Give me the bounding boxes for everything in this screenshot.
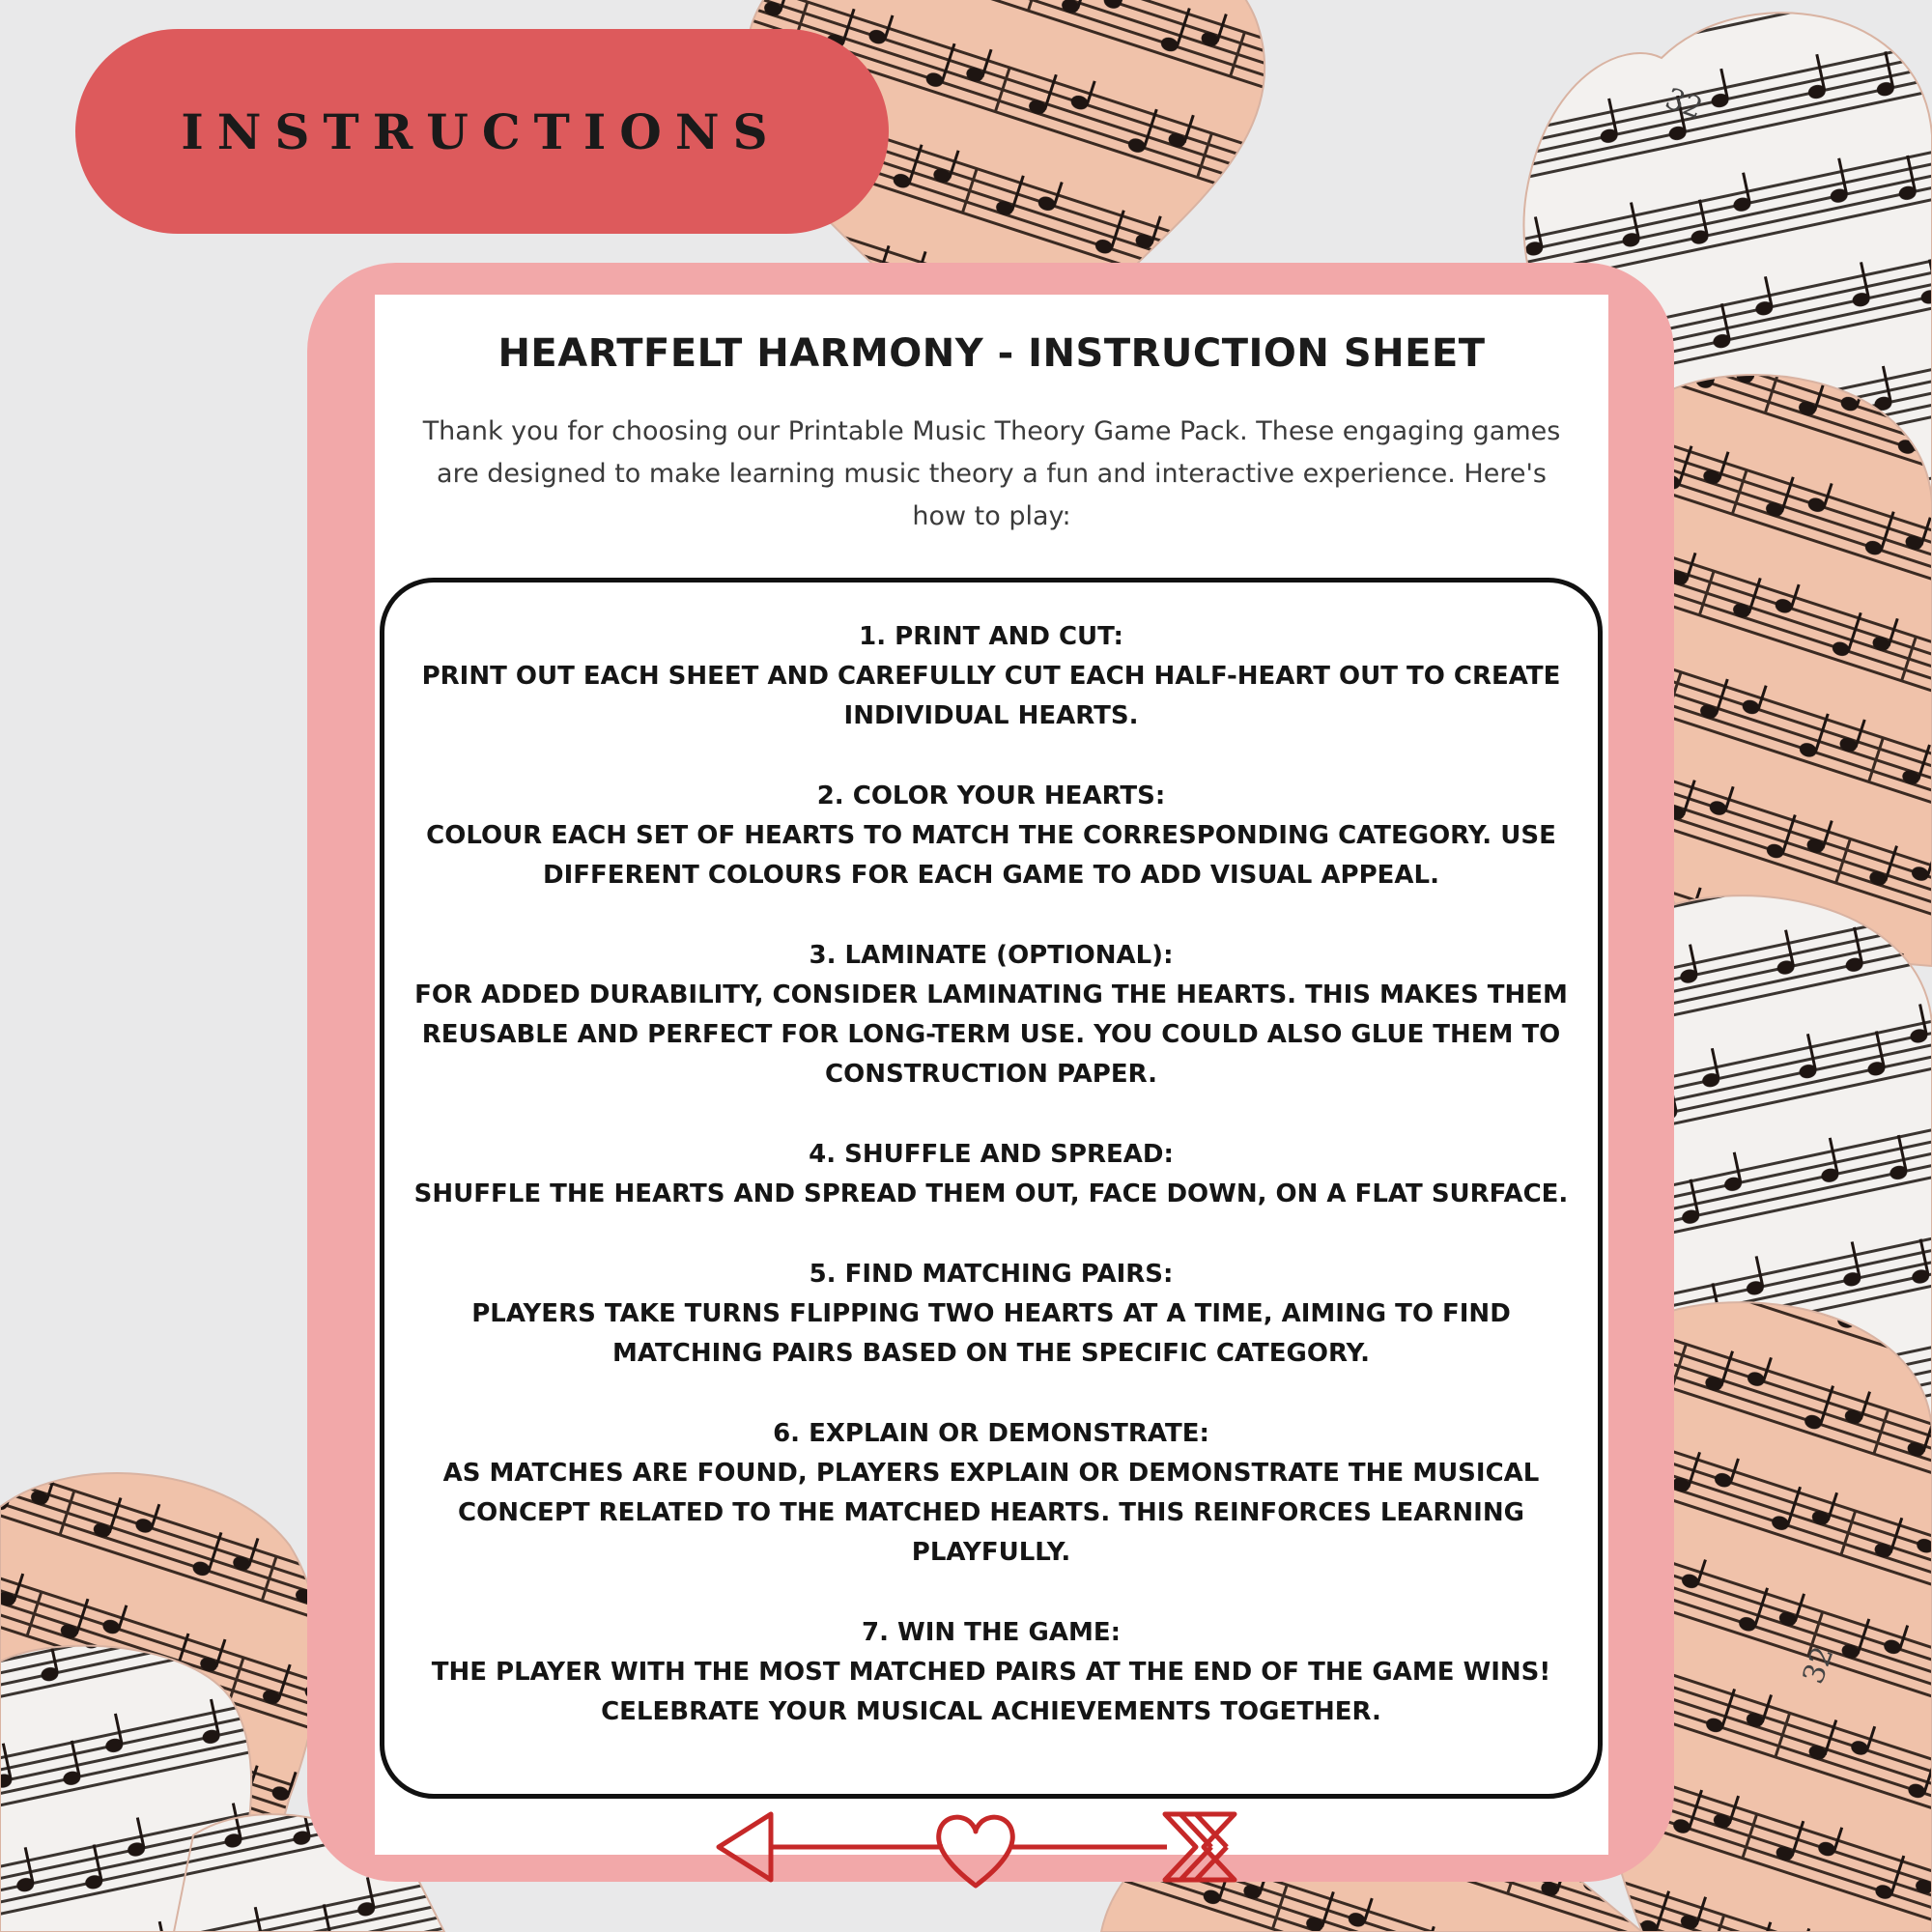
background-page-number: 32 bbox=[1661, 81, 1708, 127]
step-body: SHUFFLE THE HEARTS AND SPREAD THEM OUT, FACE DOWN, ON A FLAT SURFACE. bbox=[413, 1179, 1569, 1208]
step-item bbox=[413, 1255, 1569, 1374]
step-heading: 4. SHUFFLE AND SPREAD: bbox=[809, 1140, 1174, 1169]
step-body: PRINT OUT EACH SHEET AND CAREFULLY CUT EACH HALF-HEART OUT TO CREATE INDIVIDUAL HEARTS. bbox=[421, 662, 1561, 730]
step-body: COLOUR EACH SET OF HEARTS TO MATCH THE CORRESPONDING CATEGORY. USE DIFFERENT COLOURS FOR EACH GAME TO ADD VISUAL APPEAL. bbox=[426, 821, 1556, 890]
background-page-number: 32 bbox=[1796, 1641, 1841, 1689]
step-body: FOR ADDED DURABILITY, CONSIDER LAMINATING THE HEARTS. THIS MAKES THEM REUSABLE AND PERFECT FOR LONG-TERM USE. YOU COULD ALSO GLUE THEM TO CONSTRUCTION PAPER. bbox=[414, 980, 1568, 1089]
step-item bbox=[413, 1135, 1569, 1214]
step-body: AS MATCHES ARE FOUND, PLAYERS EXPLAIN OR DEMONSTRATE THE MUSICAL CONCEPT RELATED TO THE MATCHED HEARTS. THIS REINFORCES LEARNING PLAYFULLY. bbox=[442, 1459, 1540, 1567]
step-heading: 2. COLOR YOUR HEARTS: bbox=[816, 781, 1166, 810]
step-heading: 6. EXPLAIN OR DEMONSTRATE: bbox=[773, 1419, 1209, 1448]
step-body: THE PLAYER WITH THE MOST MATCHED PAIRS AT THE END OF THE GAME WINS! CELEBRATE YOUR MUSICAL ACHIEVEMENTS TOGETHER. bbox=[431, 1658, 1551, 1726]
step-item bbox=[413, 936, 1569, 1094]
heart-arrow-icon bbox=[713, 1808, 1242, 1895]
instructions-badge bbox=[75, 29, 889, 234]
step-heading: 1. PRINT AND CUT: bbox=[859, 622, 1123, 651]
step-heading: 5. FIND MATCHING PAIRS: bbox=[809, 1260, 1174, 1289]
sheet-title: HEARTFELT HARMONY - INSTRUCTION SHEET bbox=[497, 331, 1486, 376]
steps-box bbox=[380, 578, 1603, 1799]
step-heading: 7. WIN THE GAME: bbox=[862, 1618, 1121, 1647]
step-item bbox=[413, 777, 1569, 895]
instructions-badge-label: INSTRUCTIONS bbox=[181, 102, 781, 160]
intro-text: Thank you for choosing our Printable Music Theory Game Pack. These engaging games are designed to make learning music theory a fun and interactive experience. Here's how to play: bbox=[422, 416, 1561, 531]
step-item bbox=[413, 1613, 1569, 1732]
step-item bbox=[413, 617, 1569, 736]
step-body: PLAYERS TAKE TURNS FLIPPING TWO HEARTS AT A TIME, AIMING TO FIND MATCHING PAIRS BASED ON THE SPECIFIC CATEGORY. bbox=[471, 1299, 1511, 1368]
step-item bbox=[413, 1414, 1569, 1573]
step-heading: 3. LAMINATE (OPTIONAL): bbox=[809, 941, 1174, 970]
